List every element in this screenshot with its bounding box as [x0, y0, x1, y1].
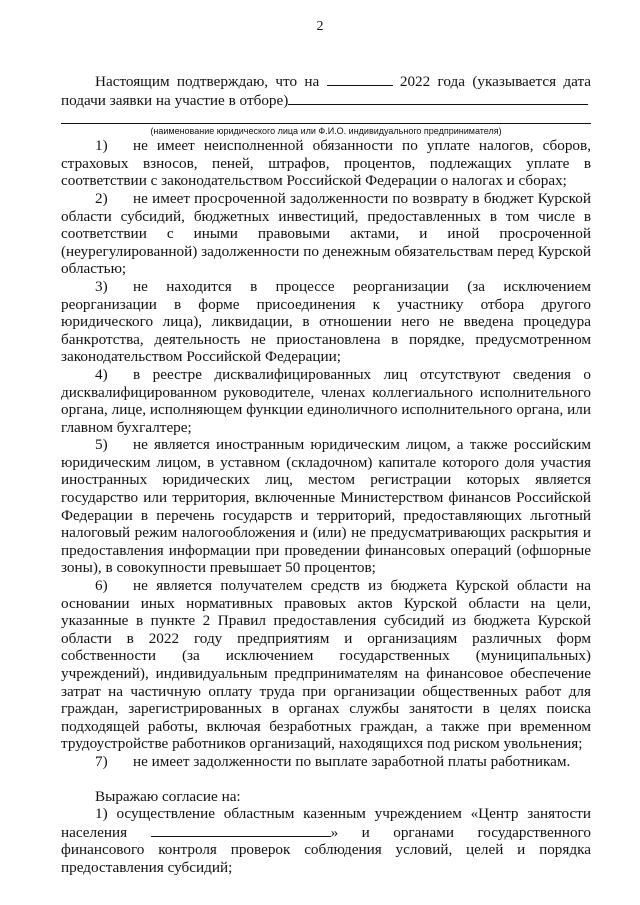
section-spacer — [61, 771, 591, 788]
list-item-text: не является получателем средств из бюджета Курской области на основании иных нормативных правовых актов Курской области на цели, указанные в пункте 2 Правил предоставления субсидий из бюджета Курской области в 2022 году предприятиям и организациям различных форм собственности (за исключением государственных (муниципальных) учреждений), индивидуальным предпринимателям на финансовое обеспечение затрат на частичную оплату труда при организации общественных работ для граждан, зарегистрированных в органах службы занятости в целях поиска подходящей работы, включая безработных граждан, а также при временном трудоустройстве работников организаций, находящихся под риском увольнения; — [61, 577, 591, 753]
applicant-name-caption: (наименование юридического лица или Ф.И.О. индивидуального предпринимателя) — [150, 126, 502, 137]
list-item — [61, 753, 591, 771]
list-item-number: 7) — [95, 752, 108, 770]
list-item-number: 5) — [95, 436, 108, 454]
list-item — [61, 137, 591, 190]
consent-item-1 — [61, 805, 591, 876]
confirmation-text-after: 2022 года (указывается дата подачи заявки на участие в отборе) — [61, 73, 592, 109]
date-blank-continuation[interactable] — [288, 91, 588, 105]
list-item — [61, 366, 591, 436]
consent-item-1-text-before: 1) осуществление областным казенным учреждением «Центр занятости населения — [61, 805, 591, 841]
date-blank-field[interactable] — [327, 72, 393, 86]
list-item-number: 1) — [95, 137, 108, 155]
list-item-text: не находится в процессе реорганизации (за исключением реорганизации в форме присоединения к участнику отбора другого юридического лица), ликвидации, в отношении него не введена процедура банкротства, деятельность не приостановлена в порядке, предусмотренном законодательством Российской Федерации; — [61, 277, 591, 366]
confirmation-paragraph — [61, 72, 591, 109]
consent-heading: Выражаю согласие на: — [95, 787, 241, 805]
list-item-number: 2) — [95, 189, 108, 207]
list-item-number: 3) — [95, 277, 108, 295]
list-item-text: не имеет просроченной задолженности по возврату в бюджет Курской области субсидий, бюджетных инвестиций, предоставленных в том числе в соответствии с иными правовыми актами, и иной просроченной (неурегулированной) задолженности по денежным обязательствам перед Курской областью; — [61, 189, 591, 278]
confirmation-text-before: Настоящим подтверждаю, что на — [95, 73, 320, 90]
list-item-text: не является иностранным юридическим лицом, а также российским юридическим лицом, в уставном (складочном) капитале которого доля участия иностранных юридических лиц, местом регистрации которых является государство или территория, включенные Министерством финансов Российской Федерации в перечень государств и территорий, предоставляющих льготный налоговый режим налогообложения и (или) не предусматривающих раскрытия и предоставления информации при проведении финансовых операций (офшорные зоны), в совокупности превышает 50 процентов; — [61, 436, 591, 577]
page-number: 2 — [316, 19, 324, 34]
consent-item-1-text-after: » и органами государственного финансового контроля проверок соблюдения условий, целей и порядка предоставления субсидий; — [61, 823, 592, 876]
list-item — [61, 278, 591, 366]
list-item — [61, 190, 591, 278]
list-item — [61, 436, 591, 577]
list-item-number: 6) — [95, 577, 108, 595]
list-item-text: не имеет неисполненной обязанности по уплате налогов, сборов, страховых взносов, пеней, штрафов, процентов, подлежащих уплате в соответствии с законодательством Российской Федерации о налогах и сборах; — [61, 137, 591, 190]
center-name-blank-field[interactable] — [151, 823, 331, 837]
list-item-text: не имеет задолженности по выплате заработной платы работникам. — [133, 752, 571, 770]
list-item-text: в реестре дисквалифицированных лиц отсутствуют сведения о дисквалифицированном руководителе, членах коллегиального исполнительного органа, лице, исполняющем функции единоличного исполнительного органа, или главном бухгалтере; — [61, 365, 591, 436]
list-item — [61, 577, 591, 753]
applicant-name-line[interactable] — [61, 109, 591, 124]
list-item-number: 4) — [95, 365, 108, 383]
document-body — [61, 72, 591, 877]
